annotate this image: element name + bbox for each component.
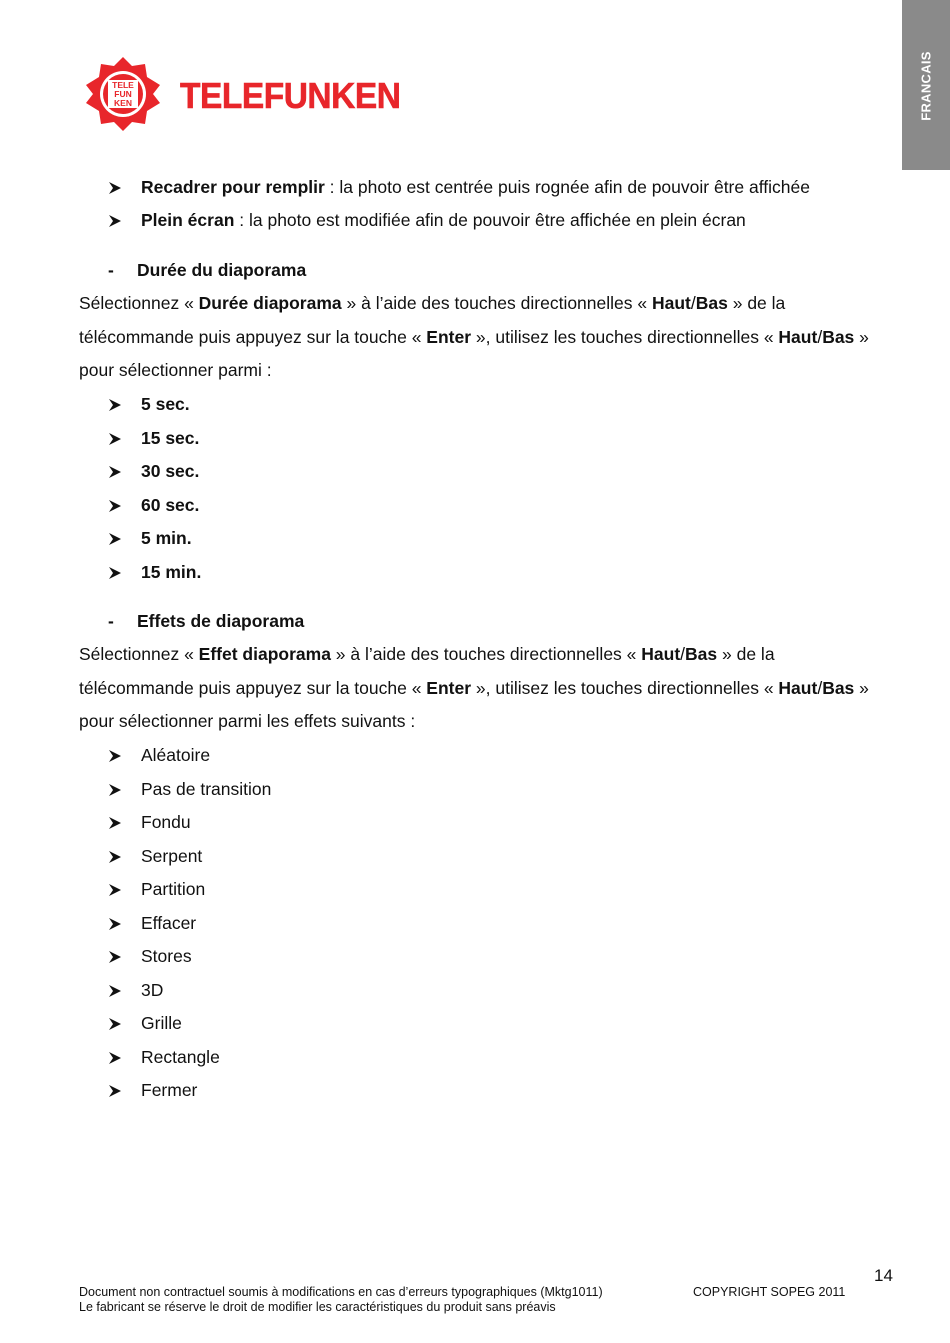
- arrow-bullet-icon: [108, 1046, 124, 1068]
- arrow-bullet-icon: [108, 878, 124, 900]
- option-label: Stores: [141, 946, 192, 966]
- footer-copyright: COPYRIGHT SOPEG 2011: [693, 1285, 846, 1299]
- arrow-bullet-icon: [108, 744, 124, 766]
- option-label: Fondu: [141, 812, 191, 832]
- option-name: Recadrer pour remplir: [141, 177, 325, 197]
- arrow-bullet-icon: [108, 561, 124, 583]
- option-label: 15 min.: [141, 561, 202, 582]
- option-label: Serpent: [141, 845, 203, 866]
- option-label: Grille: [141, 1013, 182, 1033]
- option-label: 60 sec.: [141, 494, 200, 515]
- arrow-bullet-icon: [108, 1079, 124, 1101]
- footer-rights: Le fabricant se réserve le droit de modifier les caractéristiques du produit sans préavis: [79, 1300, 556, 1314]
- option-label: 30 sec.: [141, 461, 200, 481]
- paragraph-line: pour sélectionner parmi les effets suivants :: [79, 711, 416, 731]
- arrow-bullet-icon: [108, 1012, 124, 1034]
- arrow-bullet-icon: [108, 393, 124, 415]
- option-description: : la photo est centrée puis rognée afin de pouvoir être affichée: [324, 177, 810, 197]
- paragraph-line: Sélectionnez « Durée diaporama » à l’aide des touches directionnelles « Haut/Bas » de la: [79, 293, 786, 313]
- section-heading-duration: - Durée du diaporama: [108, 260, 307, 280]
- paragraph-line: télécommande puis appuyez sur la touche « Enter », utilisez les touches directionnelles « Haut/Bas »: [79, 327, 869, 347]
- option-label: 5 min.: [141, 528, 192, 548]
- emblem-line-1: TELE: [112, 80, 134, 90]
- option-label: Partition: [141, 879, 206, 899]
- option-name: Plein écran: [141, 210, 235, 230]
- arrow-bullet-icon: [108, 427, 124, 449]
- arrow-bullet-icon: [108, 811, 124, 833]
- option-label: Rectangle: [141, 1046, 220, 1067]
- arrow-bullet-icon: [108, 912, 124, 934]
- paragraph-line: Sélectionnez « Effet diaporama » à l’aide des touches directionnelles « Haut/Bas » de la: [79, 644, 775, 664]
- option-description: : la photo est modifiée afin de pouvoir être affichée en plein écran: [234, 210, 746, 230]
- telefunken-logo: [84, 55, 404, 135]
- option-label: 5 sec.: [141, 394, 190, 414]
- option-label: Pas de transition: [141, 778, 272, 799]
- option-label: Fermer: [141, 1080, 198, 1100]
- arrow-bullet-icon: [108, 527, 124, 549]
- arrow-bullet-icon: [108, 176, 124, 198]
- brand-wordmark: TELEFUNKEN: [180, 75, 401, 116]
- arrow-bullet-icon: [108, 209, 124, 231]
- option-label: 3D: [141, 979, 164, 1000]
- language-tab-label: FRANCAIS: [918, 51, 934, 121]
- arrow-bullet-icon: [108, 945, 124, 967]
- language-tab: [902, 0, 950, 170]
- arrow-bullet-icon: [108, 494, 124, 516]
- arrow-bullet-icon: [108, 845, 124, 867]
- emblem-line-2: FUN: [114, 89, 132, 99]
- paragraph-line: pour sélectionner parmi :: [79, 360, 272, 380]
- arrow-bullet-icon: [108, 460, 124, 482]
- arrow-bullet-icon: [108, 778, 124, 800]
- option-label: Effacer: [141, 912, 197, 933]
- emblem-line-3: KEN: [114, 98, 132, 108]
- option-label: 15 sec.: [141, 427, 200, 448]
- section-heading-effects: - Effets de diaporama: [108, 611, 305, 631]
- arrow-bullet-icon: [108, 979, 124, 1001]
- paragraph-line: télécommande puis appuyez sur la touche « Enter », utilisez les touches directionnelles « Haut/Bas »: [79, 678, 869, 698]
- option-label: Aléatoire: [141, 745, 211, 765]
- footer-disclaimer: Document non contractuel soumis à modifications en cas d’erreurs typographiques (Mktg1011): [79, 1285, 603, 1299]
- page-number: 14: [874, 1266, 893, 1285]
- telefunken-emblem-icon: [84, 55, 162, 133]
